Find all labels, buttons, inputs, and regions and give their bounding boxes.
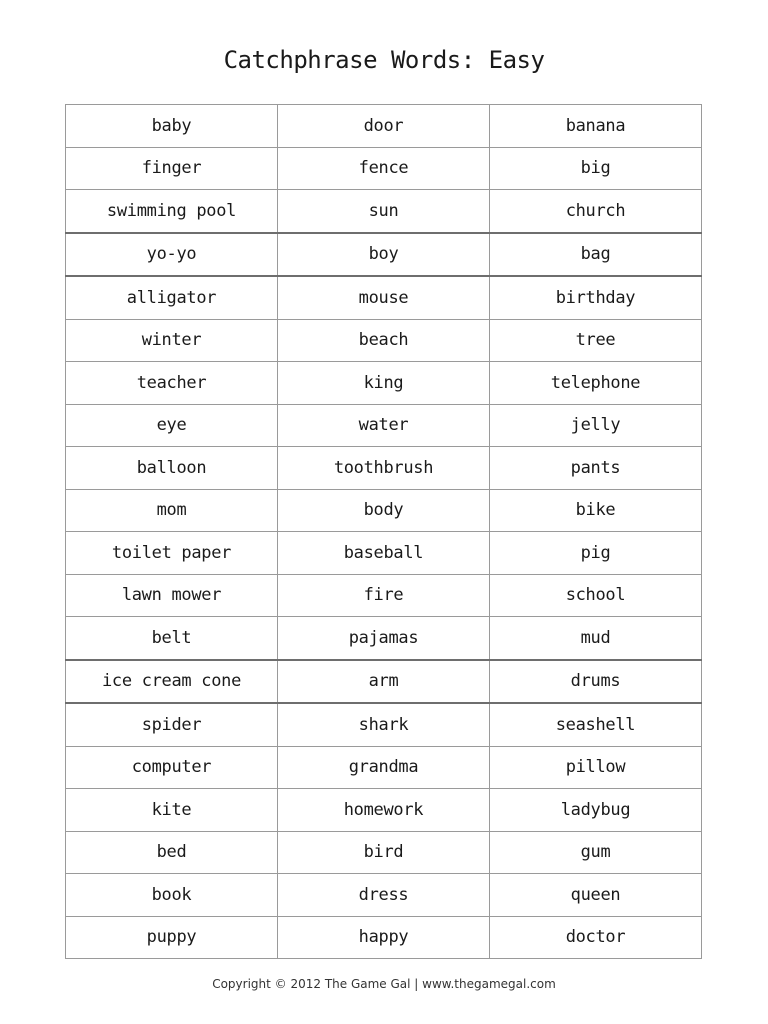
word-cell: happy [278, 916, 490, 959]
word-cell: body [278, 489, 490, 532]
word-cell: seashell [490, 703, 702, 746]
word-cell: grandma [278, 746, 490, 789]
table-row [66, 574, 702, 617]
word-cell: mom [66, 489, 278, 532]
word-cell: baby [66, 105, 278, 148]
word-cell: swimming pool [66, 190, 278, 233]
word-cell: toothbrush [278, 447, 490, 490]
table-row [66, 532, 702, 575]
word-cell: telephone [490, 362, 702, 405]
word-cell: gum [490, 831, 702, 874]
table-row [66, 447, 702, 490]
table-row [66, 404, 702, 447]
word-cell: pig [490, 532, 702, 575]
word-cell: school [490, 574, 702, 617]
table-row [66, 276, 702, 319]
word-cell: belt [66, 617, 278, 660]
table-row [66, 489, 702, 532]
table-row [66, 190, 702, 233]
word-cell: winter [66, 319, 278, 362]
word-cell: bird [278, 831, 490, 874]
copyright-footer: Copyright © 2012 The Game Gal | www.thegamegal.com [212, 977, 556, 991]
word-cell: mud [490, 617, 702, 660]
word-cell: alligator [66, 276, 278, 319]
word-cell: teacher [66, 362, 278, 405]
word-cell: beach [278, 319, 490, 362]
table-row [66, 233, 702, 277]
table-row [66, 789, 702, 832]
word-cell: toilet paper [66, 532, 278, 575]
word-cell: bed [66, 831, 278, 874]
word-cell: baseball [278, 532, 490, 575]
word-cell: homework [278, 789, 490, 832]
word-cell: dress [278, 874, 490, 917]
word-cell: sun [278, 190, 490, 233]
word-cell: queen [490, 874, 702, 917]
word-cell: spider [66, 703, 278, 746]
word-cell: water [278, 404, 490, 447]
word-cell: tree [490, 319, 702, 362]
word-cell: king [278, 362, 490, 405]
word-cell: puppy [66, 916, 278, 959]
word-cell: fire [278, 574, 490, 617]
word-cell: yo-yo [66, 233, 278, 277]
table-row [66, 746, 702, 789]
table-row [66, 319, 702, 362]
word-cell: big [490, 147, 702, 190]
word-cell: bag [490, 233, 702, 277]
word-cell: kite [66, 789, 278, 832]
word-cell: birthday [490, 276, 702, 319]
word-cell: arm [278, 660, 490, 704]
word-cell: door [278, 105, 490, 148]
word-cell: mouse [278, 276, 490, 319]
table-row [66, 660, 702, 704]
page-title: Catchphrase Words: Easy [223, 46, 545, 74]
word-cell: pants [490, 447, 702, 490]
word-cell: ice cream cone [66, 660, 278, 704]
table-row [66, 874, 702, 917]
word-cell: shark [278, 703, 490, 746]
table-row [66, 362, 702, 405]
table-row [66, 916, 702, 959]
word-cell: jelly [490, 404, 702, 447]
word-cell: banana [490, 105, 702, 148]
table-row [66, 831, 702, 874]
table-row [66, 147, 702, 190]
word-cell: fence [278, 147, 490, 190]
word-cell: ladybug [490, 789, 702, 832]
word-table [65, 104, 702, 959]
table-row [66, 617, 702, 660]
word-cell: boy [278, 233, 490, 277]
word-cell: finger [66, 147, 278, 190]
word-cell: book [66, 874, 278, 917]
word-cell: bike [490, 489, 702, 532]
word-cell: eye [66, 404, 278, 447]
word-cell: drums [490, 660, 702, 704]
table-row [66, 105, 702, 148]
word-cell: pillow [490, 746, 702, 789]
word-cell: balloon [66, 447, 278, 490]
word-cell: doctor [490, 916, 702, 959]
table-row [66, 703, 702, 746]
word-cell: lawn mower [66, 574, 278, 617]
word-cell: church [490, 190, 702, 233]
word-cell: pajamas [278, 617, 490, 660]
word-cell: computer [66, 746, 278, 789]
